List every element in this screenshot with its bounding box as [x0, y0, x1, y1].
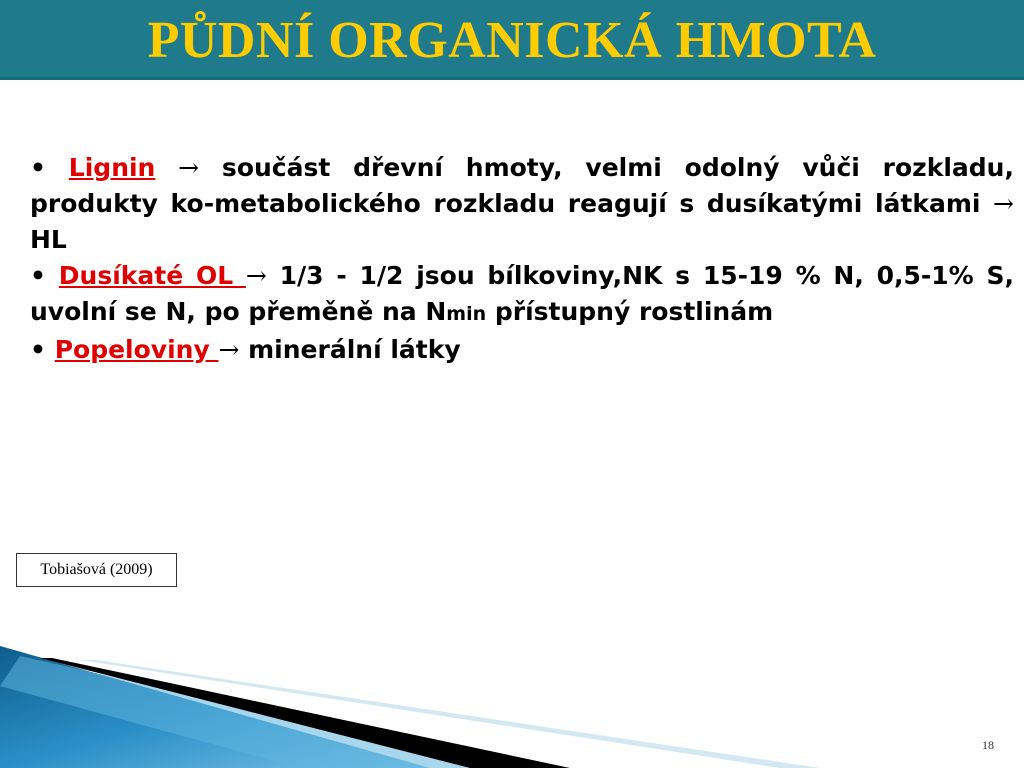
arrow-icon: →	[993, 189, 1014, 218]
slide-title: PŮDNÍ ORGANICKÁ HMOTA	[147, 12, 877, 69]
slide-content	[30, 150, 1014, 368]
bullet-lignin	[30, 150, 1014, 258]
source-citation: Tobiašová (2009)	[16, 553, 177, 587]
keyword-popeloviny: Popeloviny	[54, 335, 219, 364]
arrow-icon: →	[245, 261, 267, 290]
bullet-marker: •	[30, 153, 46, 182]
bullet-tail: HL	[30, 225, 67, 254]
bullet-text: součást dřevní hmoty, velmi odolný vůči rozkladu, produkty ko-metabolického rozkladu reagují s dusíkatými látkami	[30, 153, 1014, 218]
page-number: 18	[982, 738, 994, 752]
keyword-lignin: Lignin	[68, 153, 156, 182]
arrow-icon: →	[218, 335, 240, 364]
keyword-dusikate-ol: Dusíkaté OL	[58, 261, 246, 290]
bullet-text-end: přístupný rostlinám	[486, 297, 774, 326]
corner-decoration	[0, 640, 1024, 768]
title-bar	[0, 0, 1024, 80]
bullet-popeloviny	[30, 332, 1014, 368]
bullet-marker: •	[30, 335, 46, 364]
bullet-dusikate	[30, 258, 1014, 332]
arrow-icon: →	[178, 153, 200, 182]
bullet-text: 1/3 - 1/2 jsou bílkoviny,NK s 15-19 % N, 0,5-1% S, uvolní se N, po přeměně na N	[30, 261, 1014, 326]
bullet-marker: •	[30, 261, 46, 290]
subscript-min: min	[446, 303, 487, 325]
bullet-text: minerální látky	[239, 335, 461, 364]
